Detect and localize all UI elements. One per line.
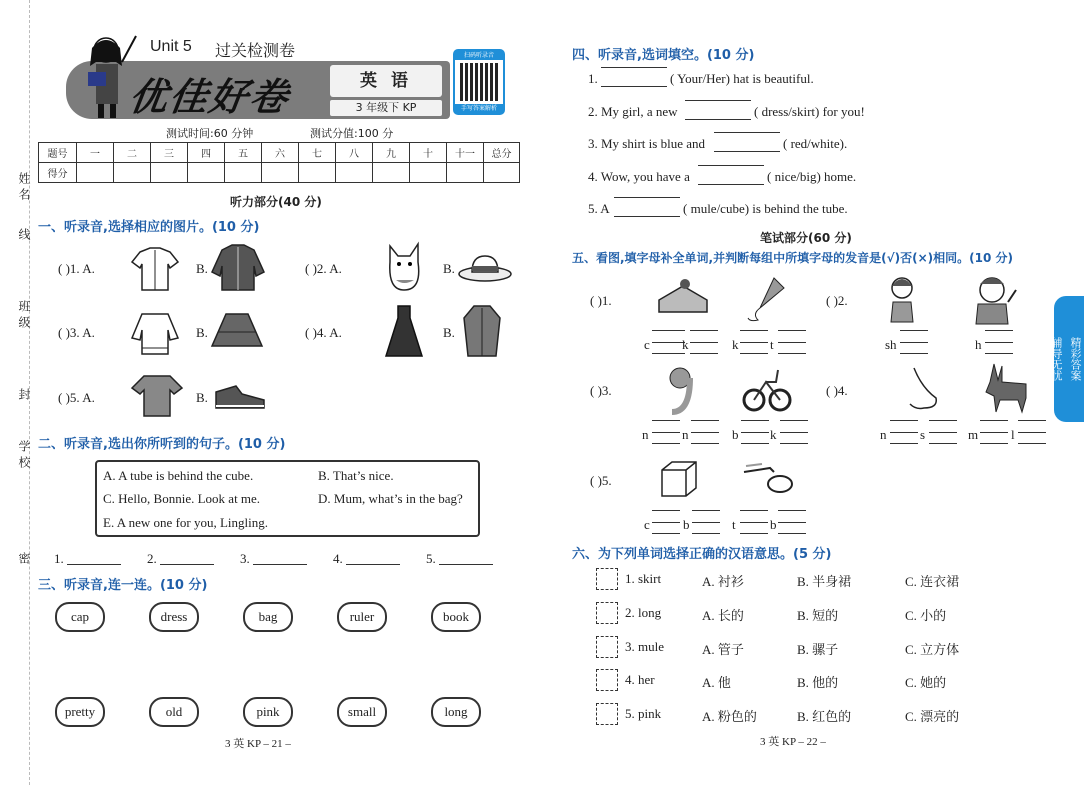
s6-option-c: C. 立方体 (905, 642, 960, 657)
score-cell[interactable] (188, 163, 225, 183)
word-oval[interactable]: bag (243, 602, 293, 632)
s5-letter: t (732, 517, 736, 532)
section-3-title: 三、听录音,连一连。(10 分) (38, 578, 208, 593)
s5-letter: b (770, 517, 777, 532)
s6-option-b: B. 骡子 (797, 642, 839, 657)
s5-letter: sh (885, 337, 897, 352)
answer-blank[interactable] (160, 564, 214, 565)
answer-box[interactable] (596, 636, 618, 658)
test-score: 测试分值:100 分 (310, 127, 394, 140)
s5-letter: t (770, 337, 774, 352)
binding-char: 名 (17, 188, 31, 200)
s6-option-c: C. 连衣裙 (905, 574, 960, 589)
s4-q1-num: 1. (588, 71, 598, 86)
blank-label: 5. (426, 551, 436, 566)
s5-letter: n (642, 427, 649, 442)
answer-blank[interactable] (601, 86, 667, 87)
letter-blank[interactable] (740, 510, 768, 534)
cube-icon (658, 458, 700, 500)
letter-blank[interactable] (985, 330, 1013, 354)
s5-letter: k (682, 337, 689, 352)
score-cell[interactable] (447, 163, 484, 183)
answer-blank[interactable] (698, 184, 764, 185)
binding-char: 级 (17, 316, 31, 328)
side-tab[interactable] (1050, 296, 1084, 422)
q1-b: B. (196, 261, 208, 276)
qr-icon (460, 63, 498, 101)
s6-option-a: A. 衬衫 (702, 574, 744, 589)
word-oval[interactable]: long (431, 697, 481, 727)
letter-blank[interactable] (692, 510, 720, 534)
s6-word: 1. skirt (625, 571, 662, 586)
test-time: 测试时间:60 分钟 (166, 127, 254, 140)
listening-title: 听力部分(40 分) (230, 195, 322, 209)
letter-blank[interactable] (1018, 420, 1046, 444)
boy-icon (968, 272, 1020, 326)
unit-title: 过关检测卷 (215, 41, 296, 60)
s4-q3-text: ( red/white). (783, 136, 848, 151)
letter-blank[interactable] (780, 420, 808, 444)
dress-icon (384, 304, 424, 358)
qr-code[interactable] (453, 49, 505, 115)
s4-q5-text: ( mule/cube) is behind the tube. (683, 201, 848, 216)
section-1-title: 一、听录音,选择相应的图片。(10 分) (38, 220, 260, 235)
letter-blank[interactable] (929, 420, 957, 444)
q5-label: ( )5. A. (58, 390, 95, 405)
side-tab-line-2: 辅导无忧 (1050, 337, 1063, 381)
s6-option-a: A. 粉色的 (702, 709, 757, 724)
s6-option-a: A. 他 (702, 675, 731, 690)
s6-option-c: C. 漂亮的 (905, 709, 960, 724)
section-4-title: 四、听录音,选词填空。(10 分) (572, 48, 755, 63)
letter-blank[interactable] (778, 510, 806, 534)
coat-icon (462, 304, 502, 358)
s4-q3-num: 3. My shirt is blue and (588, 136, 705, 151)
word-oval[interactable]: small (337, 697, 387, 727)
s5-letter: n (880, 427, 887, 442)
answer-blank[interactable] (346, 564, 400, 565)
s6-option-c: C. 小的 (905, 608, 947, 623)
kite-icon (740, 274, 786, 324)
q4-label: ( )4. A. (305, 325, 342, 340)
donkey-icon (980, 362, 1032, 414)
s5-q1: ( )1. (590, 293, 612, 308)
word-oval[interactable]: old (149, 697, 199, 727)
q1-label: ( )1. A. (58, 261, 95, 276)
s5-q2: ( )2. (826, 293, 848, 308)
score-cell[interactable] (410, 163, 447, 183)
score-header-cell: 一 (77, 143, 114, 163)
s6-option-a: A. 长的 (702, 608, 744, 623)
letter-blank[interactable] (652, 330, 685, 354)
s6-option-a: A. 管子 (702, 642, 744, 657)
number-nine-icon (668, 364, 692, 416)
section-6-title: 六、为下列单词选择正确的汉语意思。(5 分) (572, 547, 832, 562)
letter-blank[interactable] (980, 420, 1008, 444)
s5-letter: n (682, 427, 689, 442)
shirt-icon (130, 244, 180, 292)
score-header-cell: 二 (114, 143, 151, 163)
s4-q2-text: ( dress/skirt) for you! (754, 104, 865, 119)
sneakers-icon (212, 378, 268, 414)
answer-box[interactable] (596, 669, 618, 691)
letter-blank[interactable] (900, 330, 928, 354)
q3-b: B. (196, 325, 208, 340)
s5-letter: l (1011, 427, 1015, 442)
q2-label: ( )2. A. (305, 261, 342, 276)
score-row-label: 得分 (39, 163, 77, 183)
answer-blank[interactable] (614, 216, 680, 217)
binding-char: 校 (17, 456, 31, 468)
grade-label: 3 年级下 KP (330, 100, 442, 116)
s4-q2-num: 2. My girl, a new (588, 104, 678, 119)
s6-option-c: C. 她的 (905, 675, 947, 690)
cake-icon (655, 276, 711, 320)
letter-blank[interactable] (691, 420, 719, 444)
score-header-cell: 总分 (484, 143, 520, 163)
letter-blank[interactable] (652, 420, 680, 444)
word-oval[interactable]: book (431, 602, 481, 632)
s4-q4-text: ( nice/big) home. (767, 169, 857, 184)
score-header-cell: 八 (336, 143, 373, 163)
written-title: 笔试部分(60 分) (760, 231, 852, 245)
score-cell[interactable] (151, 163, 188, 183)
option-e: E. A new one for you, Lingling. (103, 515, 269, 530)
binding-char: 班 (17, 300, 31, 312)
s5-letter: s (920, 427, 926, 442)
score-cell[interactable] (114, 163, 151, 183)
binding-char: 线 (17, 228, 31, 240)
score-header-cell: 十 (410, 143, 447, 163)
s5-letter: b (683, 517, 690, 532)
answer-box[interactable] (596, 602, 618, 624)
score-cell[interactable] (299, 163, 336, 183)
section-5-title: 五、看图,填字母补全单词,并判断每组中所填字母的发音是(√)否(×)相同。(10 分) (572, 251, 1013, 265)
s6-word: 4. her (625, 672, 655, 687)
answer-box[interactable] (596, 703, 618, 725)
binding-strip (0, 0, 30, 785)
word-oval[interactable]: dress (149, 602, 199, 632)
subject-label: 英 语 (330, 65, 442, 97)
unit-label: Unit 5 (150, 38, 192, 55)
score-cell[interactable] (336, 163, 373, 183)
option-a: A. A tube is behind the cube. (103, 468, 254, 483)
double-line (698, 165, 764, 166)
s4-q5-num: 5. A (588, 201, 610, 216)
s5-letter: c (644, 337, 650, 352)
skirt-icon (210, 310, 264, 350)
score-header-cell: 十一 (447, 143, 484, 163)
tshirt-icon (130, 372, 184, 418)
blank-label: 3. (240, 551, 250, 566)
binding-char: 密 (17, 552, 31, 564)
s5-q3: ( )3. (590, 383, 612, 398)
qr-bottom-label: 手写答案解析 (455, 104, 503, 113)
bicycle-icon (742, 362, 792, 414)
qr-top-label: 扫码听录音 (455, 51, 503, 60)
score-cell[interactable] (373, 163, 410, 183)
blank-label: 2. (147, 551, 157, 566)
s5-letter: k (770, 427, 777, 442)
blank-label: 4. (333, 551, 343, 566)
q3-label: ( )3. A. (58, 325, 95, 340)
score-header-cell: 九 (373, 143, 410, 163)
word-oval[interactable]: pink (243, 697, 293, 727)
brand-logo: 优佳好卷 (126, 75, 293, 119)
double-line (614, 197, 680, 198)
blank-label: 1. (54, 551, 64, 566)
double-line (601, 67, 667, 68)
option-b: B. That’s nice. (318, 468, 394, 483)
letter-blank[interactable] (652, 510, 680, 534)
s6-option-b: B. 他的 (797, 675, 839, 690)
tube-icon (740, 460, 796, 496)
section-2-title: 二、听录音,选出你所听到的句子。(10 分) (38, 437, 286, 452)
binding-char: 学 (17, 440, 31, 452)
jacket-icon (210, 242, 266, 292)
answer-blank[interactable] (439, 564, 493, 565)
score-header-cell: 六 (262, 143, 299, 163)
score-cell[interactable] (262, 163, 299, 183)
page-number-left: 3 英 KP – 21 – (225, 738, 291, 750)
q2-b: B. (443, 261, 455, 276)
s5-letter: c (644, 517, 650, 532)
side-tab-line-1: 精彩答案 (1069, 337, 1082, 381)
nose-icon (896, 364, 944, 414)
cat-icon (382, 240, 426, 294)
binding-char: 姓 (17, 172, 31, 184)
s4-q1-text: ( Your/Her) hat is beautiful. (670, 71, 814, 86)
s6-word: 5. pink (625, 706, 662, 721)
letter-blank[interactable] (778, 330, 806, 354)
s5-q5: ( )5. (590, 473, 612, 488)
q5-b: B. (196, 390, 208, 405)
s4-q4-num: 4. Wow, you have a (588, 169, 690, 184)
letter-blank[interactable] (740, 330, 768, 354)
word-oval[interactable]: pretty (55, 697, 105, 727)
score-header-cell: 题号 (39, 143, 77, 163)
answer-blank[interactable] (714, 151, 780, 152)
letter-blank[interactable] (741, 420, 769, 444)
s5-letter: k (732, 337, 739, 352)
s6-option-b: B. 半身裙 (797, 574, 852, 589)
word-oval[interactable]: ruler (337, 602, 387, 632)
score-header-cell: 五 (225, 143, 262, 163)
score-table (38, 142, 520, 183)
answer-blank[interactable] (685, 119, 751, 120)
s6-word: 3. mule (625, 639, 664, 654)
page-number-right: 3 英 KP – 22 – (760, 736, 826, 748)
score-cell[interactable] (484, 163, 520, 183)
option-d: D. Mum, what’s in the bag? (318, 491, 463, 506)
s5-letter: b (732, 427, 739, 442)
word-oval[interactable]: cap (55, 602, 105, 632)
letter-blank[interactable] (690, 330, 718, 354)
answer-blank[interactable] (253, 564, 307, 565)
s5-letter: h (975, 337, 982, 352)
score-header-cell: 七 (299, 143, 336, 163)
q4-b: B. (443, 325, 455, 340)
letter-blank[interactable] (890, 420, 918, 444)
double-line (685, 100, 751, 101)
score-cell[interactable] (225, 163, 262, 183)
binding-char: 封 (17, 388, 31, 400)
option-c: C. Hello, Bonnie. Look at me. (103, 491, 261, 506)
answer-box[interactable] (596, 568, 618, 590)
score-header-cell: 四 (188, 143, 225, 163)
s6-word: 2. long (625, 605, 662, 620)
s6-option-b: B. 红色的 (797, 709, 852, 724)
score-header-cell: 三 (151, 143, 188, 163)
sweater-icon (130, 308, 180, 358)
answer-blank[interactable] (67, 564, 121, 565)
double-line (714, 132, 780, 133)
girl-icon (885, 274, 919, 324)
s6-option-b: B. 短的 (797, 608, 839, 623)
s5-letter: m (968, 427, 979, 442)
s5-q4: ( )4. (826, 383, 848, 398)
score-cell[interactable] (77, 163, 114, 183)
hat-icon (458, 252, 512, 282)
